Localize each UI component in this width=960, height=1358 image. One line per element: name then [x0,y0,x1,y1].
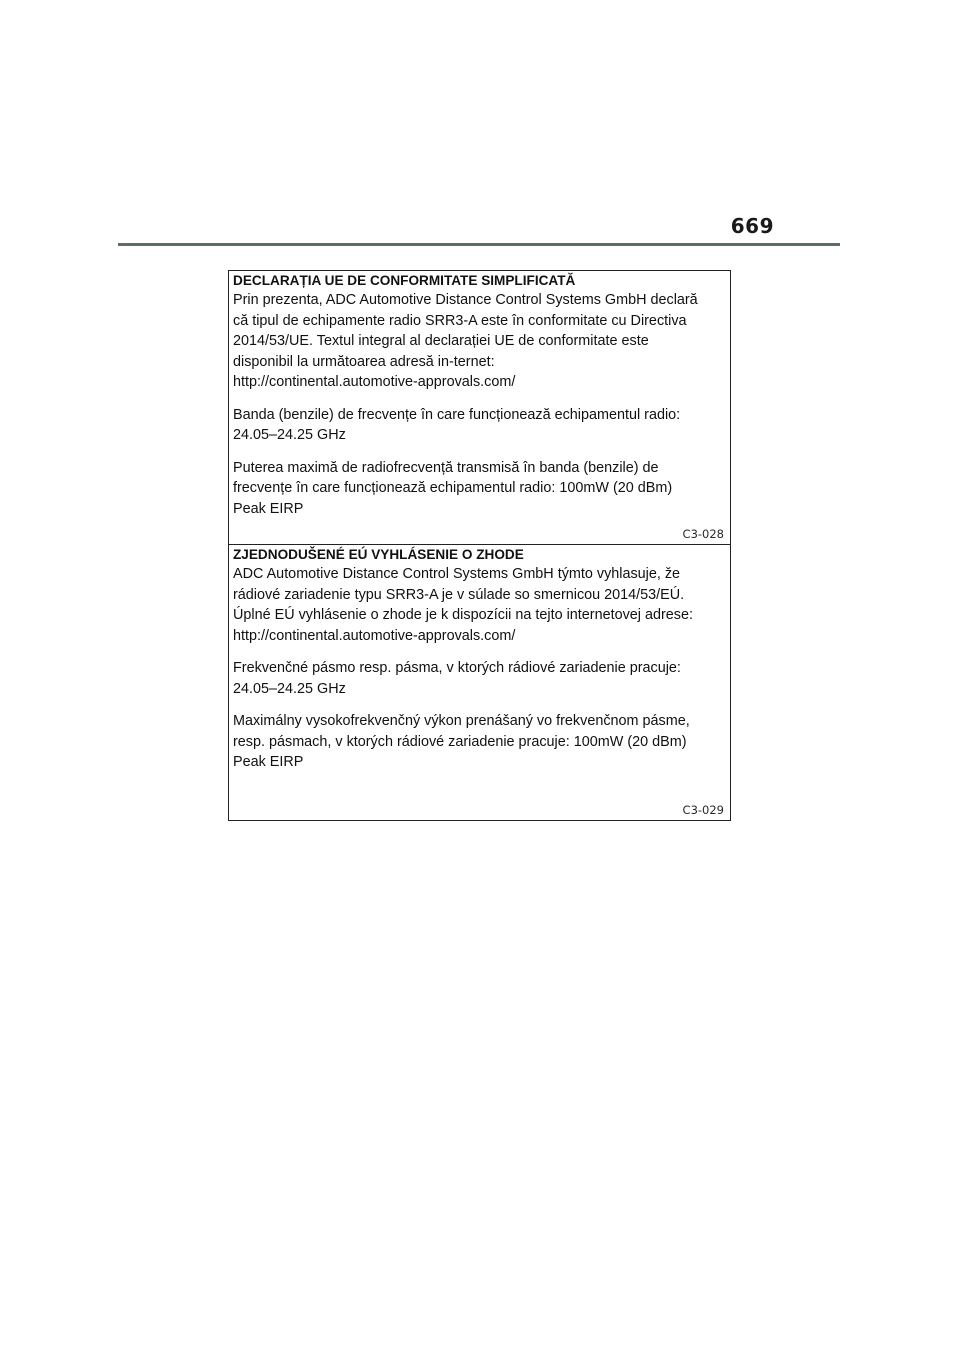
declaration-slovak [229,545,730,820]
declaration-slovak-statement: ADC Automotive Distance Control Systems GmbH týmto vyhlasuje, že rádiové zariadenie typu SRR3-A je v súlade so smernicou 2014/53/EÚ. Úplné EÚ vyhlásenie o zhode je k dispozícii na tejto internetovej adrese: http://continental.automotive-approvals.com/ [233,566,693,644]
declaration-romanian-statement: Prin prezenta, ADC Automotive Distance Control Systems GmbH declară că tipul de echipamente radio SRR3-A este în conformitate cu Directiva 2014/53/UE. Textul integral al declarației UE de conformitate este disponibil la următoarea adresă in-ternet: http://continental.automotive-approvals.com/ [233,292,698,390]
declaration-slovak-frequency: Frekvenčné pásmo resp. pásma, v ktorých rádiové zariadenie pracuje: 24.05–24.25 GHz [233,660,681,697]
declaration-slovak-code: C3-029 [682,803,724,817]
declaration-slovak-title: ZJEDNODUŠENÉ EÚ VYHLÁSENIE O ZHODE [233,547,524,562]
conformity-label-box [228,270,731,821]
page-number: 669 [730,214,774,238]
declaration-romanian-power: Puterea maximă de radiofrecvență transmisă în banda (benzile) de frecvențe în care funcționează echipamentul radio: 100mW (20 dBm) Peak EIRP [233,459,673,517]
declaration-slovak-power: Maximálny vysokofrekvenčný výkon prenášaný vo frekvenčnom pásme, resp. pásmach, v ktorých rádiové zariadenie pracuje: 100mW (20 dBm) Peak EIRP [233,713,690,770]
declaration-romanian-frequency: Banda (benzile) de frecvențe în care funcționează echipamentul radio: 24.05–24.25 GHz [233,406,681,443]
header-rule [118,243,840,246]
declaration-romanian-code: C3-028 [682,527,724,541]
declaration-romanian-title: DECLARAȚIA UE DE CONFORMITATE SIMPLIFICATĂ [233,273,576,288]
declaration-romanian [229,271,730,545]
